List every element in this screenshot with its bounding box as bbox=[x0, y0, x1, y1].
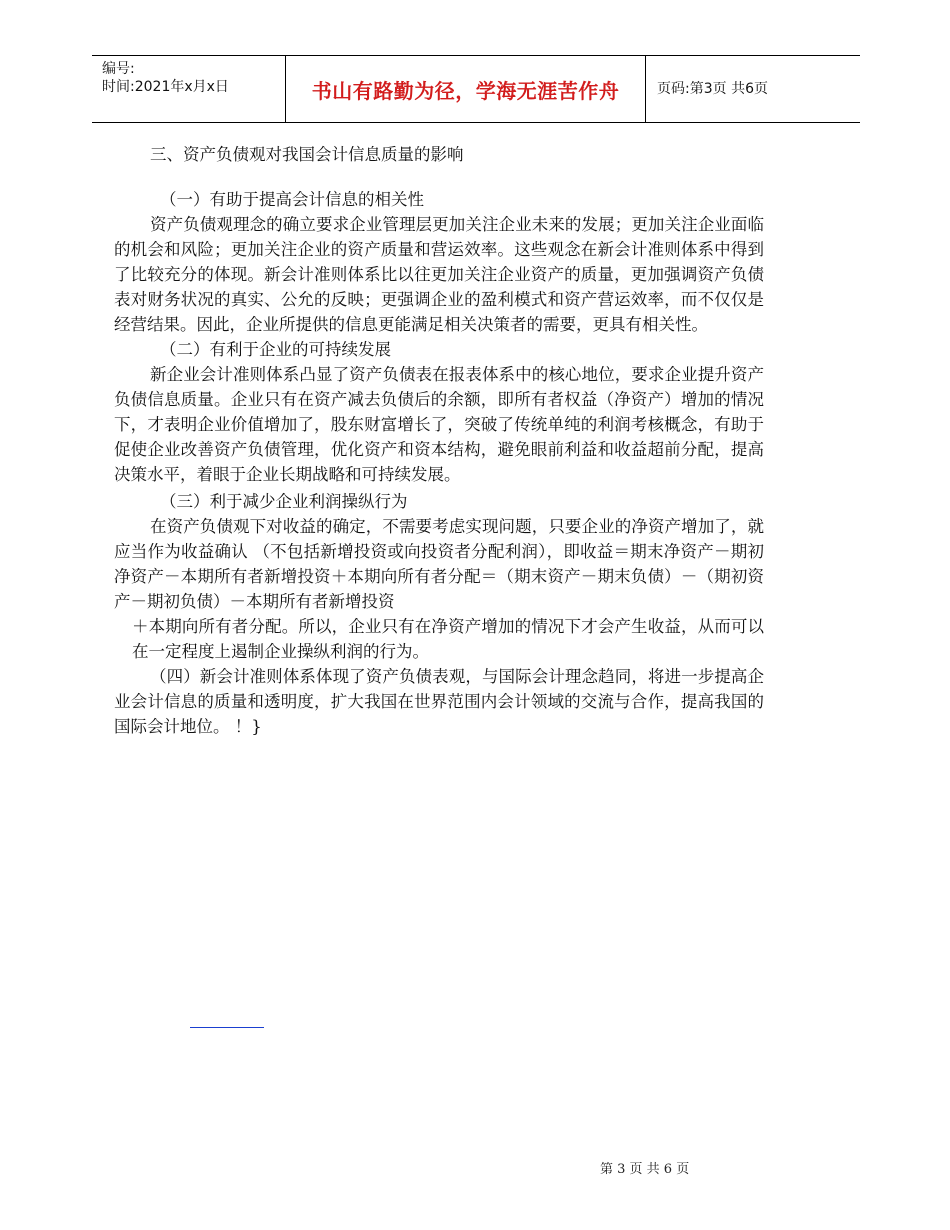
header-motto: 书山有路勤为径，学海无涯苦作舟 bbox=[311, 78, 620, 103]
header-number-label: 编号: bbox=[102, 61, 135, 77]
section-title: 三、资产负债观对我国会计信息质量的影响 bbox=[150, 145, 464, 164]
document-body bbox=[114, 140, 764, 739]
paragraph-3-continued: ＋本期向所有者分配。所以，企业只有在净资产增加的情况下才会产生收益，从而可以在一定程度上遏制企业操纵利润的行为。 bbox=[132, 617, 764, 661]
page-footer: 第 3 页 共 6 页 bbox=[600, 1162, 690, 1177]
header-meta bbox=[102, 60, 282, 96]
paragraph-1: 资产负债观理念的确立要求企业管理层更加关注企业未来的发展；更加关注企业面临的机会和风险；更加关注企业的资产质量和营运效率。这些观念在新会计准则体系中得到了比较充分的体现。新会计准则体系比以往更加关注企业资产的质量，更加强调资产负债表对财务状况的真实、公允的反映；更强调企业的盈利模式和资产营运效率，而不仅仅是经营结果。因此，企业所提供的信息更能满足相关决策者的需要，更具有相关性。 bbox=[114, 215, 764, 334]
page-header bbox=[92, 55, 860, 123]
subsection-heading-1: （一）有助于提高会计信息的相关性 bbox=[160, 190, 424, 209]
paragraph-2: 新企业会计准则体系凸显了资产负债表在报表体系中的核心地位，要求企业提升资产负债信息质量。企业只有在资产减去负债后的余额，即所有者权益（净资产）增加的情况下，才表明企业价值增加了，股东财富增长了，突破了传统单纯的利润考核概念，有助于促使企业改善资产负债管理，优化资产和资本结构，避免眼前利益和收益超前分配，提高决策水平，着眼于企业长期战略和可持续发展。 bbox=[114, 365, 764, 484]
header-time-label: 时间:2021年x月x日 bbox=[102, 79, 229, 95]
header-motto-cell bbox=[285, 56, 646, 122]
subsection-heading-3: （三）利于减少企业利润操纵行为 bbox=[160, 492, 408, 511]
closing-paragraph: （四）新会计准则体系体现了资产负债表观，与国际会计理念趋同，将进一步提高企业会计信息的质量和透明度，扩大我国在世界范围内会计领域的交流与合作，提高我国的国际会计地位。 ！} bbox=[114, 667, 764, 736]
hyperlink-underline[interactable] bbox=[190, 1027, 264, 1028]
subsection-heading-2: （二）有利于企业的可持续发展 bbox=[160, 340, 391, 359]
header-page-info: 页码:第3页 共6页 bbox=[657, 81, 768, 97]
paragraph-3: 在资产负债观下对收益的确定，不需要考虑实现问题，只要企业的净资产增加了，就应当作为收益确认 （不包括新增投资或向投资者分配利润），即收益＝期末净资产－期初净资产－本期所有者新增投资＋本期向所有者分配＝（期末资产－期末负债）－（期初资产－期初负债）－本期所有者新增投资 bbox=[114, 517, 764, 611]
